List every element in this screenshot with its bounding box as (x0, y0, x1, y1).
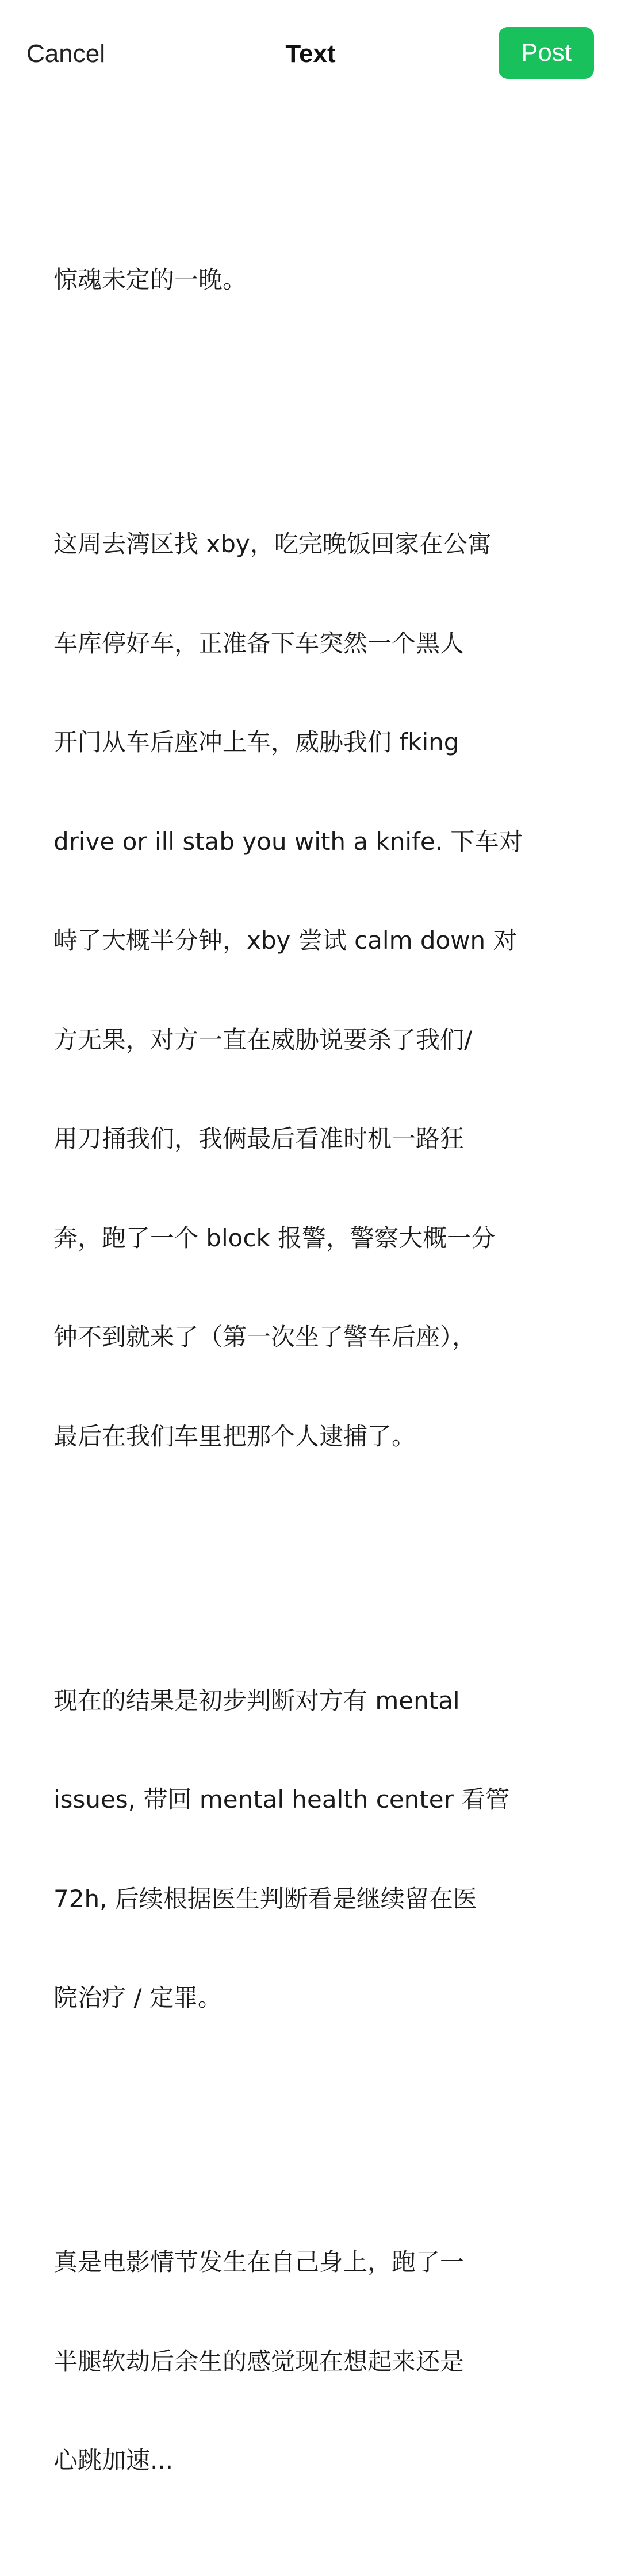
text-line: 这周去湾区找 xby，吃完晚饭回家在公寓 (53, 530, 492, 558)
text-line: 钟不到就来了（第一次坐了警车后座）， (53, 1323, 477, 1351)
text-line: drive or ill stab you with a knife. 下车对 (53, 827, 523, 856)
page-title: Text (285, 40, 336, 68)
text-line: 奔，跑了一个 block 报警，警察大概一分 (53, 1223, 496, 1252)
post-text-editor[interactable] (53, 131, 571, 2474)
text-line: 72h, 后续根据医生判断看是继续留在医 (53, 1884, 477, 1913)
text-line: 方无果，对方一直在威胁说要杀了我们/ (53, 1025, 473, 1054)
post-paragraph (53, 2180, 571, 2543)
text-line: 用刀捅我们，我俩最后看准时机一路狂 (53, 1125, 465, 1153)
compose-header (0, 0, 621, 109)
text-line: 真是电影情节发生在自己身上，跑了一 (53, 2248, 465, 2276)
cancel-button[interactable]: Cancel (26, 36, 105, 72)
text-line: 现在的结果是初步判断对方有 mental (53, 1686, 460, 1715)
post-button[interactable]: Post (499, 27, 594, 79)
text-line: 最后在我们车里把那个人逮捕了。 (53, 1422, 416, 1450)
text-line: 院治疗 / 定罪。 (53, 1984, 222, 2012)
text-line: 车库停好车，正准备下车突然一个黑人 (53, 629, 465, 657)
text-line: 惊魂未定的一晚。 (53, 265, 247, 294)
post-paragraph (53, 197, 571, 363)
text-line: 半腿软劫后余生的感觉现在想起来还是 (53, 2347, 465, 2375)
text-line: 心跳加速... (53, 2446, 174, 2474)
text-line: 峙了大概半分钟，xby 尝试 calm down 对 (53, 926, 518, 954)
post-paragraph (53, 1618, 571, 2081)
post-paragraph (53, 461, 571, 1519)
text-line: issues, 带回 mental health center 看管 (53, 1785, 510, 1813)
text-line: 开门从车后座冲上车，威胁我们 fking (53, 728, 459, 756)
